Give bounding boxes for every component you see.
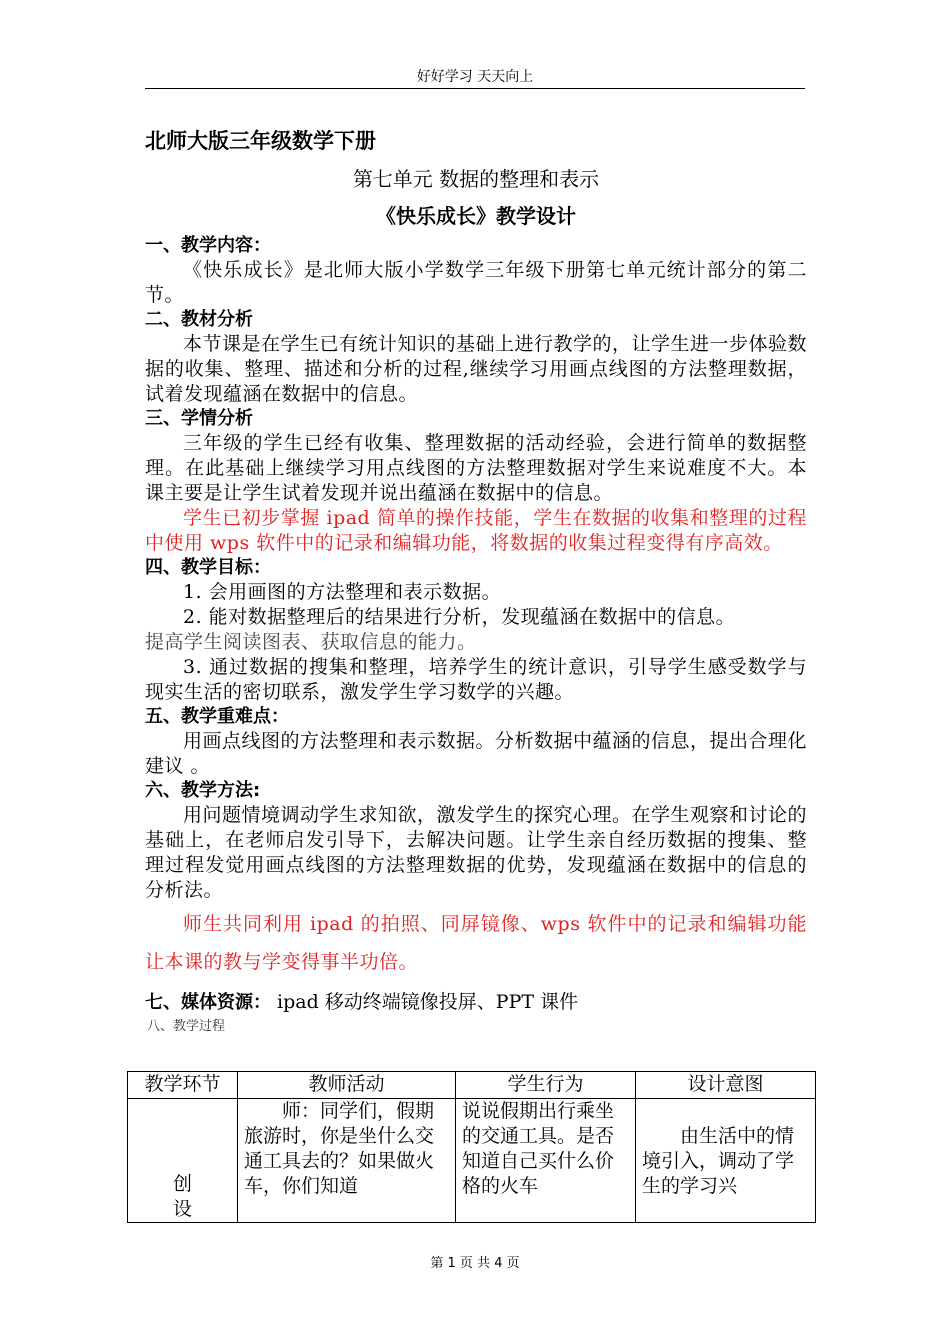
- section-6-red-text: 师生共同利用 ipad 的拍照、同屏镜像、wps 软件中的记录和编辑功能让本课的教与学变得事半功倍。: [145, 913, 807, 973]
- section-6-heading: 六、教学方法:: [145, 780, 261, 801]
- section-3-text: 三年级的学生已经有收集、整理数据的活动经验，会进行简单的数据整理。在此基础上继续学习用点线图的方法整理数据对学生来说难度不大。本课主要是让学生试着发现并说出蕴涵在数据中的信息。: [145, 432, 807, 504]
- section-4-heading: 四、教学目标：: [145, 557, 271, 578]
- cell-stage: [128, 1099, 238, 1223]
- header-rule: [145, 88, 805, 89]
- document-body: [145, 120, 807, 1036]
- section-7-heading: 七、媒体资源：: [145, 992, 271, 1013]
- process-table: [127, 1071, 816, 1223]
- page-header: 好好学习 天天向上: [416, 69, 534, 85]
- section-5-heading: 五、教学重难点：: [145, 706, 289, 727]
- cell-intent: 由生活中的情境引入，调动了学生的学习兴: [636, 1099, 816, 1223]
- lesson-title: 《快乐成长》教学设计: [376, 204, 576, 228]
- objective-1: 1. 会用画图的方法整理和表示数据。: [183, 581, 502, 603]
- col-header-intent: 设计意图: [636, 1072, 816, 1099]
- section-7-text: ipad 移动终端镜像投屏、PPT 课件: [271, 991, 579, 1013]
- section-1-heading: 一、教学内容：: [145, 235, 271, 256]
- objective-3: 3. 通过数据的搜集和整理，培养学生的统计意识，引导学生感受数学与现实生活的密切联系，激发学生学习数学的兴趣。: [145, 656, 807, 703]
- section-2-heading: 二、教材分析: [145, 309, 253, 330]
- col-header-student: 学生行为: [456, 1072, 636, 1099]
- stage-line-1: 创: [172, 1173, 192, 1195]
- col-header-teacher: 教师活动: [238, 1072, 456, 1099]
- unit-title: 第七单元 数据的整理和表示: [352, 167, 600, 191]
- stage-line-2: 设: [172, 1198, 192, 1220]
- page-footer: 第 1 页 共 4 页: [430, 1256, 520, 1271]
- section-2-text: 本节课是在学生已有统计知识的基础上进行教学的，让学生进一步体验数据的收集、整理、描述和分析的过程,继续学习用画点线图的方法整理数据，试着发现蕴涵在数据中的信息。: [145, 333, 808, 405]
- section-8-heading: 八、教学过程: [147, 1019, 226, 1034]
- cell-teacher: 师：同学们，假期旅游时，你是坐什么交通工具去的？如果做火车，你们知道: [238, 1099, 456, 1223]
- table-row: [128, 1099, 816, 1223]
- section-6-text: 用问题情境调动学生求知欲，激发学生的探究心理。在学生观察和讨论的基础上，在老师启发引导下，去解决问题。让学生亲自经历数据的搜集、整理过程发觉用画点线图的方法整理数据的优势，发现蕴涵在数据中的信息的分析法。: [145, 804, 808, 901]
- objective-2-continued: 提高学生阅读图表、获取信息的能力。: [145, 631, 477, 653]
- doc-title: 北师大版三年级数学下册: [145, 129, 376, 153]
- cell-student: 说说假期出行乘坐的交通工具。是否知道自己买什么价格的火车: [456, 1099, 636, 1223]
- objective-2: 2. 能对数据整理后的结果进行分析，发现蕴涵在数据中的信息。: [183, 606, 736, 628]
- section-3-heading: 三、学情分析: [145, 408, 253, 429]
- section-7: [145, 987, 807, 1018]
- section-3-red-text: 学生已初步掌握 ipad 简单的操作技能，学生在数据的收集和整理的过程中使用 wps 软件中的记录和编辑功能，将数据的收集过程变得有序高效。: [145, 507, 807, 554]
- col-header-stage: 教学环节: [128, 1072, 238, 1099]
- table-header-row: [128, 1072, 816, 1099]
- section-1-text: 《快乐成长》是北师大版小学数学三年级下册第七单元统计部分的第二节。: [145, 259, 807, 306]
- section-5-text: 用画点线图的方法整理和表示数据。分析数据中蕴涵的信息，提出合理化建议 。: [145, 730, 808, 777]
